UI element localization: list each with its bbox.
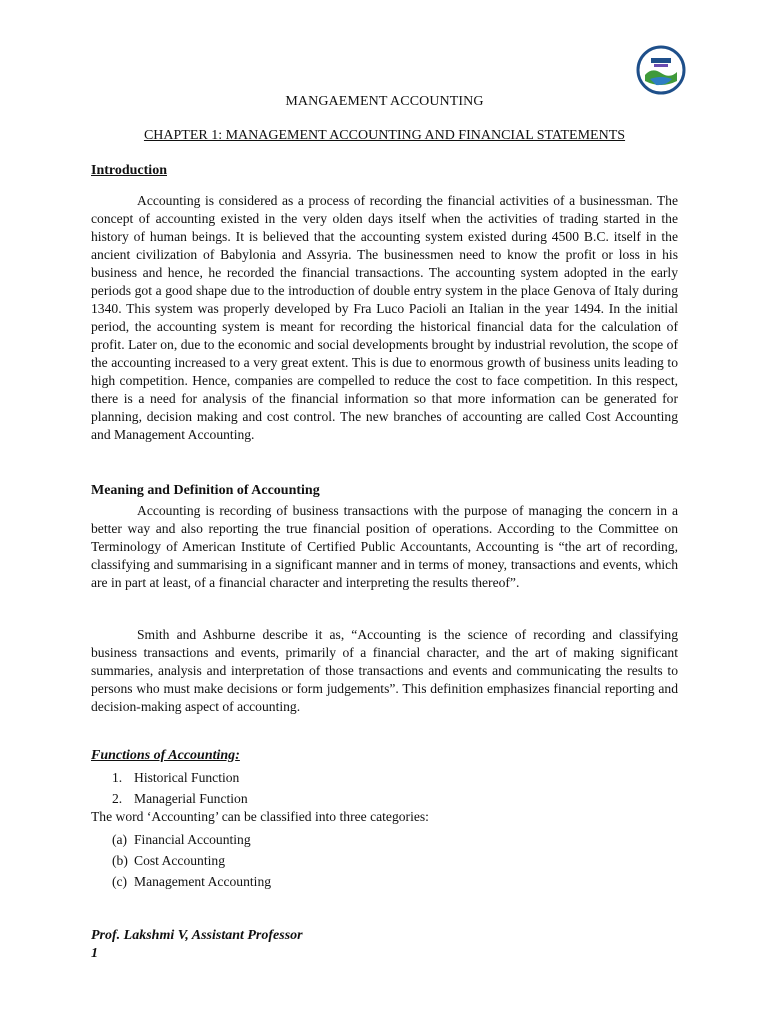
document-title: MANGAEMENT ACCOUNTING bbox=[285, 94, 484, 109]
list-item-number: (a) bbox=[112, 832, 128, 847]
meaning-paragraph-2: Smith and Ashburne describe it as, “Accounting is the science of recording and classifying business transactions and events, primarily of a financial character, and the art of making significant summaries, analysis and interpretation of those transactions and events and communicating the results to persons who must make decisions or form judgements”. This definition emphasizes financial reporting and decision-making aspect of accounting. bbox=[91, 627, 678, 714]
functions-heading-colon: : bbox=[235, 748, 240, 763]
list-item bbox=[91, 829, 271, 850]
page-number: 1 bbox=[91, 946, 98, 961]
list-item bbox=[91, 788, 248, 809]
functions-list bbox=[91, 767, 248, 809]
chapter-heading: CHAPTER 1: MANAGEMENT ACCOUNTING AND FINANCIAL STATEMENTS bbox=[143, 128, 626, 143]
university-logo-icon bbox=[636, 45, 686, 95]
list-item-number: 1. bbox=[112, 770, 123, 785]
meaning-paragraph-1: Accounting is recording of business transactions with the purpose of managing the concern in a better way and also reporting the true financial position of operations. According to the Committee on Terminology of American Institute of Certified Public Accountants, Accounting is “the art of recording, classifying and summarising in a significant manner and in terms of money, transactions and events, which are in part at least, of a financial character and interpreting the results thereof”. bbox=[91, 503, 678, 590]
list-item-number: (b) bbox=[112, 853, 128, 868]
list-item-label: Cost Accounting bbox=[134, 853, 226, 868]
list-item-label: Financial Accounting bbox=[134, 832, 251, 847]
classification-text: The word ‘Accounting’ can be classified into three categories: bbox=[91, 809, 429, 824]
functions-heading bbox=[91, 748, 240, 764]
list-item-label: Historical Function bbox=[134, 770, 240, 785]
introduction-paragraph: Accounting is considered as a process of recording the financial activities of a businessman. The concept of accounting existed in the very olden days itself when the activities of trading started in the history of human beings. It is believed that the accounting system existed during 4500 B.C. itself in the ancient civilization of Babylonia and Assyria. The businessmen need to know the profit or loss in his business and hence, he recorded the financial transactions. The accounting system adopted in the early periods got a good shape due to the introduction of double entry system in the place Genova of Italy during 1340. This system was properly developed by Fra Luco Pacioli an Italian in the year 1494. In the initial period, the accounting system is meant for recording the historical financial data for the calculation of profit. Later on, due to the economic and social developments brought by industrial revolution, the scope of the accounting increased to a very great extent. This is due to enormous growth of business units leading to high competition. Hence, companies are compelled to reduce the cost to face competition. In this respect, there is a need for analysis of the financial information so that more information can be generated for planning, decision making and cost control. The new branches of accounting are called Cost Accounting and Management Accounting. bbox=[91, 193, 678, 442]
meaning-heading: Meaning and Definition of Accounting bbox=[91, 483, 320, 498]
list-item bbox=[91, 767, 248, 788]
list-item-label: Management Accounting bbox=[134, 874, 272, 889]
list-item-number: (c) bbox=[112, 874, 128, 889]
page-footer bbox=[91, 927, 303, 963]
list-item-label: Managerial Function bbox=[134, 791, 248, 806]
list-item bbox=[91, 850, 271, 871]
functions-heading-text: Functions of Accounting bbox=[91, 748, 236, 763]
list-item bbox=[91, 871, 271, 892]
list-item-number: 2. bbox=[112, 791, 123, 806]
introduction-heading: Introduction bbox=[91, 163, 167, 178]
classification-list bbox=[91, 829, 271, 892]
footer-author: Prof. Lakshmi V, Assistant Professor bbox=[91, 928, 303, 943]
